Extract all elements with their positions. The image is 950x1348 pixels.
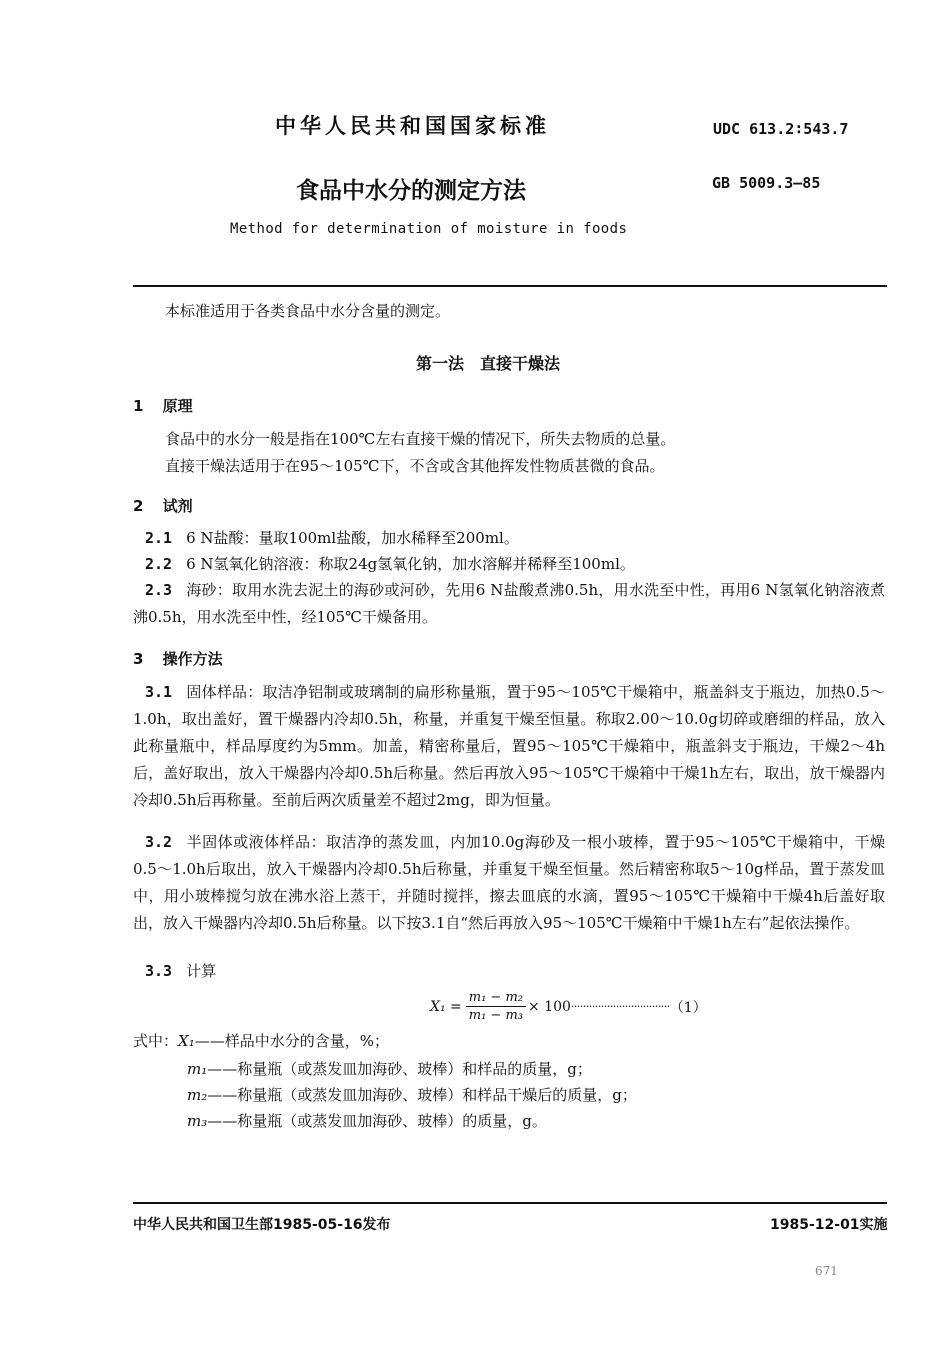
- document-title: 食品中水分的测定方法: [296, 178, 526, 204]
- section-1-paragraph: 直接干燥法适用于在95～105℃下，不含或含其他挥发性物质甚微的食品。: [165, 457, 665, 475]
- effective-date: 1985-12-01实施: [770, 1217, 888, 1233]
- clause-3-3: [145, 960, 216, 981]
- section-number: 2: [133, 497, 144, 515]
- clause-3-1: [133, 679, 885, 814]
- clause-text: 计算: [186, 962, 217, 980]
- formula-fraction: [466, 990, 526, 1023]
- clause-2-3: [133, 577, 885, 631]
- formula-lhs: X₁ =: [430, 998, 462, 1015]
- clause-text: 半固体或液体样品：取洁净的蒸发皿，内加10.0g海砂及一根小玻棒，置于95～105℃干燥箱中，干燥0.5～1.0h后取出，放入干燥器内冷却0.5h后称量，并重复干燥至恒量。然后精密称取5～10g样品，置于蒸发皿中，用小玻棒搅匀放在沸水浴上蒸干，并随时搅拌，擦去皿底的水滴，置95～105℃干燥箱中干燥4h后盖好取出，放入干燥器内冷却0.5h后称量。以下按3.1自“然后再放入95～105℃干燥箱中干燥1h左右”起依法操作。: [133, 833, 885, 932]
- symbol: X₁: [178, 1032, 195, 1050]
- formula-leader: ·································: [570, 1000, 670, 1013]
- clause-number: 2.2: [145, 555, 173, 573]
- clause-text: 6 N氢氧化钠溶液：称取24g氢氧化钠，加水溶解并稀释至100ml。: [186, 555, 635, 573]
- clause-text: 固体样品：取洁净铝制或玻璃制的扁形称量瓶，置于95～105℃干燥箱中，瓶盖斜支于瓶边，加热0.5～1.0h，取出盖好，置干燥器内冷却0.5h，称量，并重复干燥至恒量。称取2.00～10.0g切碎或磨细的样品，放入此称量瓶中，样品厚度约为5mm。加盖，精密称量后，置95～105℃干燥箱中，瓶盖斜支于瓶边，干燥2～4h后，盖好取出，放入干燥器内冷却0.5h后称量。然后再放入95～105℃干燥箱中干燥1h左右，取出，放干燥器内冷却0.5h后再称量。至前后两次质量差不超过2mg，即为恒量。: [133, 683, 885, 809]
- clause-number: 3.3: [145, 962, 173, 980]
- header-divider: [133, 285, 887, 287]
- symbol: m₁: [187, 1060, 208, 1078]
- definition: ——称量瓶（或蒸发皿加海砂、玻棒）的质量，g。: [207, 1112, 547, 1130]
- udc-code: UDC 613.2∶543.7: [713, 120, 849, 138]
- where-label: 式中：: [133, 1032, 179, 1050]
- clause-3-2: [133, 829, 885, 937]
- section-title: 操作方法: [162, 650, 223, 668]
- section-1-paragraph: 食品中的水分一般是指在100℃左右直接干燥的情况下，所失去物质的总量。: [165, 430, 676, 448]
- method-title: 第一法 直接干燥法: [416, 354, 561, 373]
- definition: ——称量瓶（或蒸发皿加海砂、玻棒）和样品的质量，g；: [207, 1060, 592, 1078]
- clause-number: 2.1: [145, 529, 173, 547]
- formula-numerator: m₁ − m₂: [466, 990, 526, 1007]
- where-x1: [133, 1030, 389, 1051]
- clause-number: 3.2: [145, 833, 173, 851]
- section-number: 1: [133, 397, 144, 415]
- symbol: m₂: [187, 1086, 208, 1104]
- equation-number: （1）: [669, 999, 707, 1016]
- clause-number: 3.1: [145, 683, 173, 701]
- section-title: 原理: [162, 397, 193, 415]
- standard-category: 中华人民共和国国家标准: [275, 114, 550, 138]
- section-number: 3: [133, 650, 144, 668]
- formula-multiplier: × 100: [528, 998, 571, 1015]
- footer-divider: [133, 1202, 887, 1204]
- clause-text: 海砂：取用水洗去泥土的海砂或河砂，先用6 N盐酸煮沸0.5h，用水洗至中性，再用6 N氢氧化钠溶液煮沸0.5h，用水洗至中性，经105℃干燥备用。: [133, 581, 885, 626]
- clause-text: 6 N盐酸：量取100ml盐酸，加水稀释至200ml。: [186, 529, 519, 547]
- clause-number: 2.3: [145, 581, 173, 599]
- where-m1: [187, 1058, 592, 1079]
- where-m2: [187, 1084, 637, 1105]
- clause-2-2: [145, 553, 635, 574]
- where-m3: [187, 1110, 547, 1131]
- section-1-heading: [133, 395, 193, 416]
- symbol: m₃: [187, 1112, 208, 1130]
- issued-by: 中华人民共和国卫生部1985-05-16发布: [133, 1217, 391, 1233]
- definition: ——样品中水分的含量，%；: [194, 1032, 389, 1050]
- definition: ——称量瓶（或蒸发皿加海砂、玻棒）和样品干燥后的质量，g；: [207, 1086, 637, 1104]
- section-title: 试剂: [162, 497, 193, 515]
- page-number: 671: [815, 1264, 838, 1278]
- gb-number: GB 5009.3—85: [712, 174, 821, 192]
- moisture-formula: [430, 990, 707, 1023]
- english-title: Method for determination of moisture in foods: [230, 221, 628, 237]
- clause-2-1: [145, 527, 519, 548]
- formula-denominator: m₁ − m₃: [468, 1008, 523, 1023]
- section-3-heading: [133, 648, 223, 669]
- section-2-heading: [133, 495, 193, 516]
- scope-statement: 本标准适用于各类食品中水分含量的测定。: [165, 302, 451, 320]
